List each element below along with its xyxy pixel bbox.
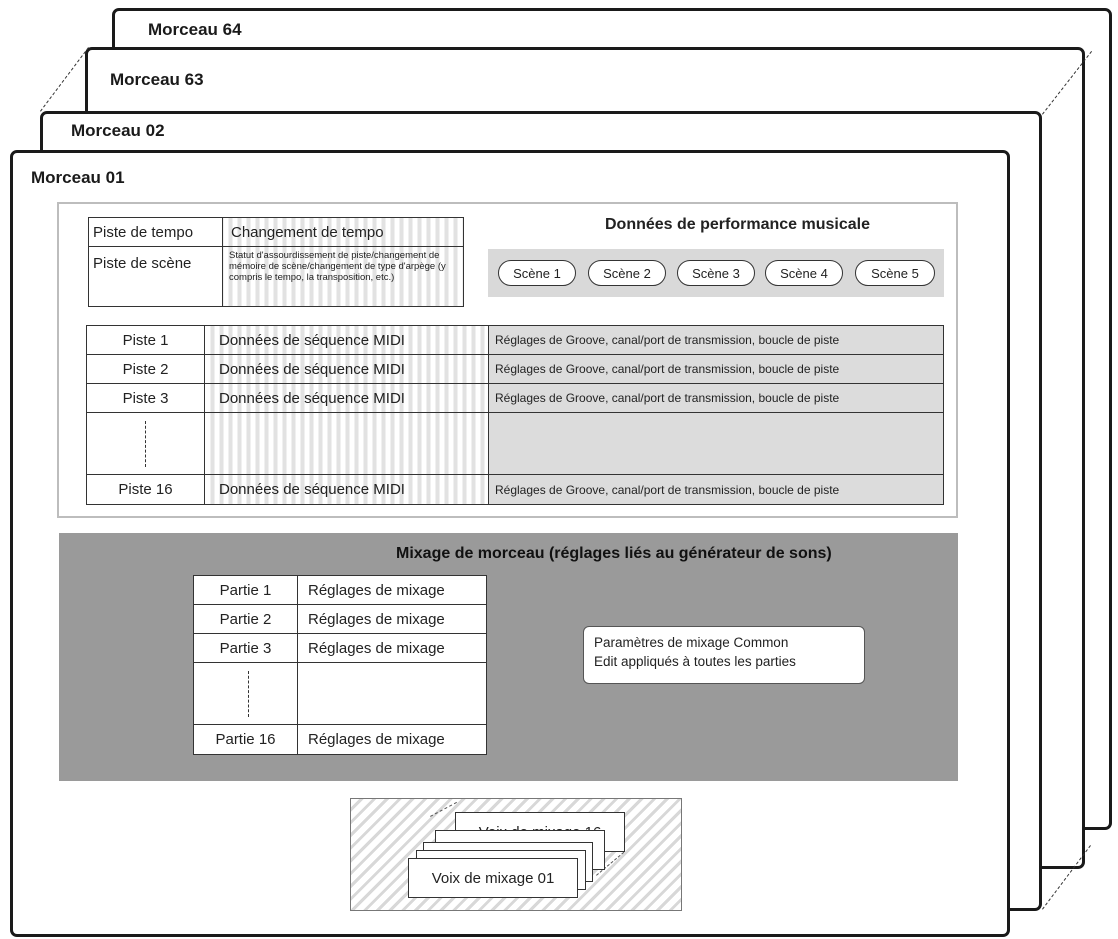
part-ellipsis [194, 663, 298, 725]
track-settings: Réglages de Groove, canal/port de transmission, boucle de piste [489, 384, 944, 413]
track-name: Piste 2 [87, 355, 205, 384]
tempo-scene-table [88, 217, 464, 307]
part-row-16 [194, 725, 487, 755]
stack-connector-top-left [40, 47, 89, 111]
scene-2: Scène 2 [588, 260, 666, 286]
common-params-box [583, 626, 865, 684]
scene-3: Scène 3 [677, 260, 755, 286]
part-settings: Réglages de mixage [298, 576, 487, 605]
part-row-2 [194, 605, 487, 634]
song-title-64: Morceau 64 [148, 20, 242, 39]
song-title-02: Morceau 02 [71, 121, 165, 140]
track-settings: Réglages de Groove, canal/port de transmission, boucle de piste [489, 475, 944, 505]
track-data: Données de séquence MIDI [205, 326, 489, 355]
part-settings: Réglages de mixage [298, 605, 487, 634]
track-data: Données de séquence MIDI [205, 475, 489, 505]
track-settings: Réglages de Groove, canal/port de transmission, boucle de piste [489, 326, 944, 355]
performance-title: Données de performance musicale [605, 216, 870, 233]
song-title-63: Morceau 63 [110, 70, 204, 89]
part-name: Partie 16 [194, 725, 298, 755]
part-settings-empty [298, 663, 487, 725]
track-row-ellipsis [87, 413, 944, 475]
scene-bar [488, 249, 944, 297]
track-ellipsis [87, 413, 205, 475]
track-table [86, 325, 944, 505]
track-row-1 [87, 326, 944, 355]
part-settings: Réglages de mixage [298, 634, 487, 663]
part-row-3 [194, 634, 487, 663]
part-row-ellipsis [194, 663, 487, 725]
part-name: Partie 2 [194, 605, 298, 634]
track-settings-empty [489, 413, 944, 475]
scene-description-cell: Statut d'assourdissement de piste/changement de mémoire de scène/changement de type d'arpège (y compris le tempo, la transposition, etc.) [223, 247, 464, 307]
track-row-2 [87, 355, 944, 384]
track-name: Piste 16 [87, 475, 205, 505]
track-row-16 [87, 475, 944, 505]
scene-5: Scène 5 [855, 260, 935, 286]
part-table [193, 575, 487, 755]
scene-1: Scène 1 [498, 260, 576, 286]
tempo-change-cell: Changement de tempo [223, 218, 464, 247]
track-data: Données de séquence MIDI [205, 384, 489, 413]
part-settings: Réglages de mixage [298, 725, 487, 755]
voice-card-01: Voix de mixage 01 [408, 858, 578, 898]
track-data-empty [205, 413, 489, 475]
mixing-title: Mixage de morceau (réglages liés au générateur de sons) [396, 545, 832, 562]
common-params-line2: Edit appliqués à toutes les parties [594, 654, 796, 669]
vertical-ellipsis-line [145, 421, 146, 467]
track-name: Piste 3 [87, 384, 205, 413]
track-settings: Réglages de Groove, canal/port de transmission, boucle de piste [489, 355, 944, 384]
common-params-line1: Paramètres de mixage Common [594, 635, 789, 650]
track-row-3 [87, 384, 944, 413]
tempo-track-label: Piste de tempo [89, 218, 223, 247]
part-name: Partie 3 [194, 634, 298, 663]
part-row-1 [194, 576, 487, 605]
track-data: Données de séquence MIDI [205, 355, 489, 384]
scene-track-label: Piste de scène [89, 247, 223, 307]
song-title-01: Morceau 01 [31, 168, 125, 187]
part-name: Partie 1 [194, 576, 298, 605]
vertical-ellipsis-line [248, 671, 249, 717]
track-name: Piste 1 [87, 326, 205, 355]
scene-4: Scène 4 [765, 260, 843, 286]
